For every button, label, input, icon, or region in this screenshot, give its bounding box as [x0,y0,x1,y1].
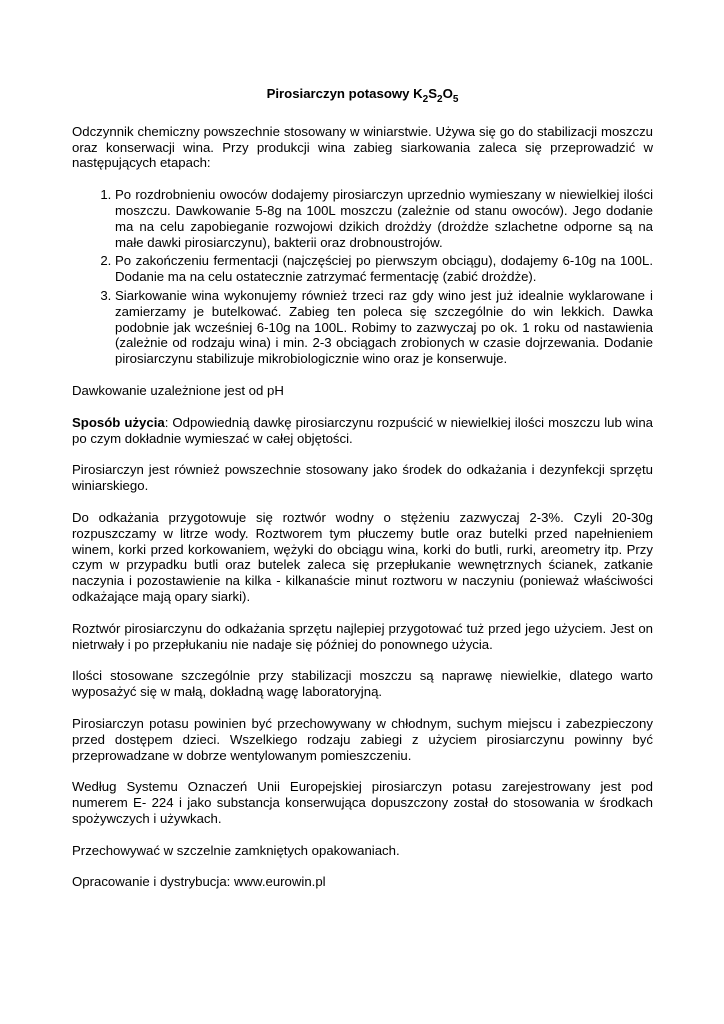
storage-safety-paragraph: Pirosiarczyn potasu powinien być przechowywany w chłodnym, suchym miejscu i zabezpieczony przed dostępem dzieci. Wszelkiego rodzaju zabiegi z użyciem pirosiarczynu powinny być przeprowadzane w dobrze wentylowanym pomieszczeniu. [72,715,653,763]
formula-subscript-2: 2 [437,94,443,105]
formula-subscript-1: 2 [422,94,429,105]
formula-subscript-3: 5 [452,94,459,105]
formula-oxygen: O [442,86,453,101]
preparation-paragraph: Roztwór pirosiarczynu do odkażania sprzętu najlepiej przygotować tuż przed jego użyciem. Jest on nietrwały i po przepłukaniu nie nadaje się później do ponownego użycia. [72,620,653,652]
solution-paragraph: Do odkażania przygotowuje się roztwór wodny o stężeniu zazwyczaj 2-3%. Czyli 20-30g rozpuszczamy w litrze wody. Roztworem tym płuczemy butle oraz butelki przed napełnieniem winem, korki przed korkowaniem, wężyki do obciągu wina, korki do butli, rurki, areometry itp. Przy czym w przypadku butli oraz butelek zaleca się przepłukanie wewnętrznych ścianek, zatkanie naczynia i pozostawienie na kilka - kilkanaście minut roztworu w naczyniu (ponieważ właściwości odkażające mają opary siarki). [72,509,653,604]
disinfection-paragraph: Pirosiarczyn jest również powszechnie stosowany jako środek do odkażania i dezynfekcji sprzętu winiarskiego. [72,462,653,494]
eu-system-paragraph: Według Systemu Oznaczeń Unii Europejskiej pirosiarczyn potasu zarejestrowany jest pod numerem E- 224 i jako substancja konserwująca dopuszczony został do stosowania w środkach spożywczych i używkach. [72,779,653,826]
title-text: Pirosiarczyn potasowy K [266,86,423,101]
document-body [72,86,653,906]
usage-text: : Odpowiednią dawkę pirosiarczynu rozpuścić w niewielkiej ilości moszczu lub wina po czym dokładnie wymieszać w całej objętości. [72,414,653,446]
footer-paragraph: Opracowanie i dystrybucja: www.eurowin.pl [72,874,326,890]
list-item: 1. Po rozdrobnieniu owoców dodajemy pirosiarczyn uprzednio wymieszany w niewielkiej ilości moszczu. Dawkowanie 5-8g na 100L moszczu (zależnie od stanu owoców). Jego dodanie ma na celu zapobieganie rozwojowi dzikich drożdży (drożdże szlachetne odporne są na małe dawki pirosiarczynu), bakterii oraz drobnoustrojów. [115,187,653,250]
storage-note-paragraph: Przechowywać w szczelnie zamkniętych opakowaniach. [72,842,400,858]
usage-paragraph [72,415,653,447]
page-title [72,86,653,105]
usage-label: Sposób użycia [72,414,165,430]
ph-note-paragraph: Dawkowanie uzależnione jest od pH [72,382,284,398]
list-item: 3. Siarkowanie wina wykonujemy również trzeci raz gdy wino jest już idealnie wyklarowane i zamierzamy je butelkować. Zabieg ten poleca się szczególnie do win lekkich. Dawka podobnie jak wcześniej 6-10g na 100L. Robimy to zazwyczaj po ok. 1 roku od nastawienia (zależnie od rodzaju wina) i min. 2-3 obciągach zrobionych w czasie dojrzewania. Dodanie pirosiarczynu stabilizuje mikrobiologicznie wino oraz je konserwuje. [115,288,653,367]
intro-paragraph: Odczynnik chemiczny powszechnie stosowany w winiarstwie. Używa się go do stabilizacji moszczu oraz konserwacji wina. Przy produkcji wina zabieg siarkowania zaleca się przeprowadzić w następujących etapach: [72,123,653,171]
list-item: 2. Po zakończeniu fermentacji (najczęściej po pierwszym obciągu), dodajemy 6-10g na 100L. Dodanie ma na celu ostatecznie zatrzymać fermentację (zabić drożdże). [115,253,653,285]
formula-sulfur: S [428,86,438,101]
steps-list [72,187,653,367]
quantities-paragraph: Ilości stosowane szczególnie przy stabilizacji moszczu są naprawę niewielkie, dlatego warto wyposażyć się w małą, dokładną wagę laboratoryjną. [72,668,653,700]
